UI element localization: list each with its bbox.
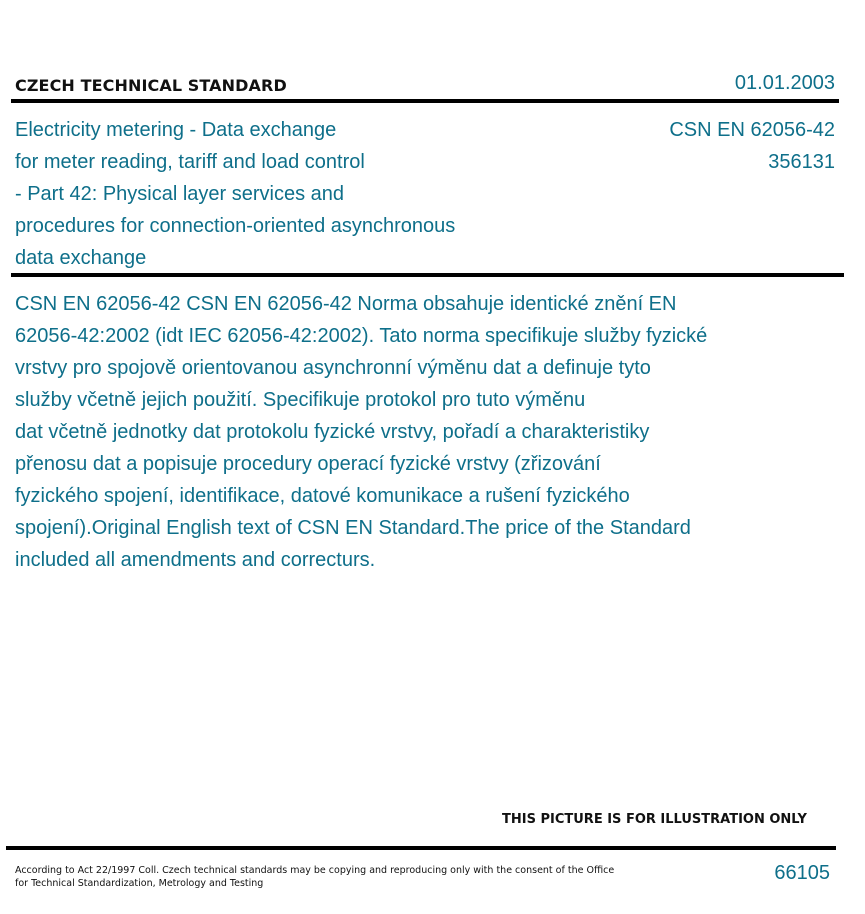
header-rule <box>11 99 839 103</box>
header-date: 01.01.2003 <box>734 72 835 94</box>
standard-class-number: 356131 <box>768 151 835 173</box>
footer-rule <box>6 846 836 850</box>
standard-code: CSN EN 62056-42 <box>669 119 835 141</box>
abstract-text: CSN EN 62056-42 CSN EN 62056-42 Norma obsahuje identické znění EN 62056-42:2002 (idt IEC 62056-42:2002). Tato norma specifikuje služby fyzické vrstvy pro spojově orientovanou asynchronní výměnu dat a definuje tyto služby včetně jejich použití. Specifikuje protokol pro tuto výměnu dat včetně jednotky dat protokolu fyzické vrstvy, pořadí a charakteristiky přenosu dat a popisuje procedury operací fyzické vrstvy (zřizování fyzického spojení, identifikace, datové komunikace a rušení fyzického spojení).Original English text of CSN EN Standard.The price of the Standard included all amendments and correcturs. <box>15 293 708 571</box>
catalog-number: 66105 <box>774 862 830 884</box>
standard-title: Electricity metering - Data exchange for meter reading, tariff and load control - Part 42: Physical layer services and procedures for connection-oriented asynchronous data exchange <box>15 119 456 269</box>
illustration-note: THIS PICTURE IS FOR ILLUSTRATION ONLY <box>502 812 807 827</box>
header-label: CZECH TECHNICAL STANDARD <box>15 76 287 95</box>
legal-notice: According to Act 22/1997 Coll. Czech technical standards may be copying and reproducing only with the consent of the Office for Technical Standardization, Metrology and Testing <box>15 865 615 889</box>
standard-identifiers <box>669 114 835 178</box>
title-rule <box>11 273 844 277</box>
